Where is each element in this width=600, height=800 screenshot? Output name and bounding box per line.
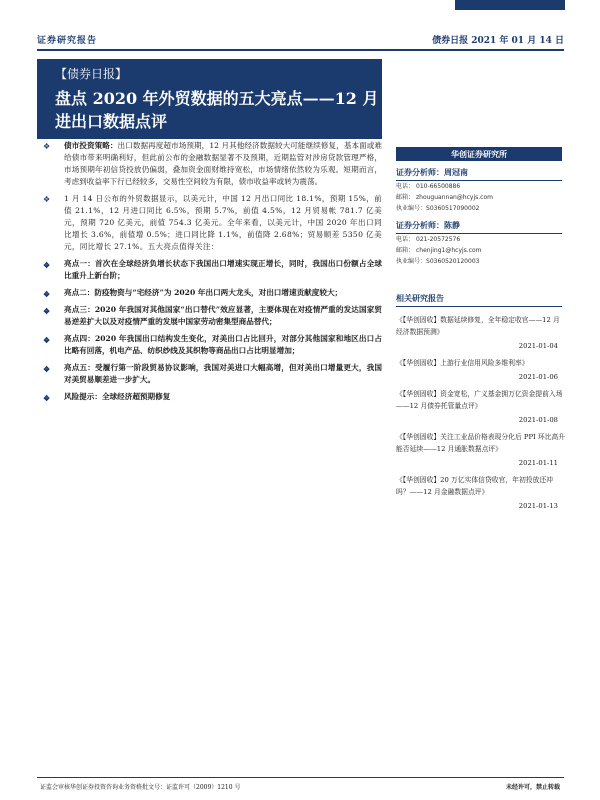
analyst-name: 证券分析师：陈静: [396, 220, 460, 230]
diamond-bullet-icon: ❖: [43, 306, 51, 316]
point-lead: 亮点三：: [64, 305, 95, 314]
analyst-email[interactable]: 邮箱： chenjing1@hcyjs.com: [396, 247, 482, 254]
related-report-link[interactable]: 《【华创固收】关注工业品价格表现分化后 PPI 环比高升能否延续——12 月通胀数据点评》: [396, 433, 566, 453]
analyst-cert: 执业编号：S0360517090002: [396, 205, 480, 212]
related-report-date: 2021-01-11: [518, 459, 558, 467]
sidebar: [396, 147, 566, 510]
analyst-block: [396, 167, 566, 214]
point-text: 出口数据再度超市场预期，12 月其他经济数据较大可能继续修复，基本面或难给债市带来明确利好，但此前公布的金融数据显著不及预期，近期监管对涉房贷款管理严格，市场预期年初信贷投放仍偏弱，叠加资金面财维持宽松，市场情绪依然较为乐观。短期而言，考虑到收益率下行已经较多，交易性空间较为有限，债市收益率或转为震荡。: [64, 141, 383, 186]
point-item: [37, 140, 382, 188]
diamond-bullet-icon: ❖: [43, 142, 51, 151]
point-item: [37, 287, 382, 299]
footer-divider: [37, 777, 564, 778]
report-date: 债券日报 2021 年 01 月 14 日: [432, 36, 564, 46]
diamond-bullet-icon: ❖: [43, 364, 51, 374]
point-lead: 风险提示：: [64, 392, 102, 401]
report-category: 证券研究报告: [37, 36, 98, 46]
header-tab-decoration: [455, 0, 565, 10]
license-note: 证监会审核华创证券投资咨询业务资格批文号：证监许可（2009）1210 号: [40, 784, 241, 791]
analyst-phone: 电话： 021-20572576: [396, 236, 461, 243]
point-lead: 债市投资策略：: [64, 141, 118, 150]
title-banner: [37, 59, 382, 139]
related-report-date: 2021-01-06: [518, 373, 558, 381]
related-reports-heading: 相关研究报告: [396, 293, 444, 303]
copyright-note: 未经许可，禁止转载: [505, 784, 560, 791]
related-report-date: 2021-01-13: [518, 502, 558, 510]
diamond-bullet-icon: ❖: [43, 195, 51, 204]
point-lead: 亮点四：: [64, 334, 95, 343]
related-report-link[interactable]: 《【华创固收】20 万亿实体信贷收官，年初投放还冲吗？——12 月金融数据点评》: [396, 476, 553, 496]
point-text: 2020 年我国对其他国家“出口替代”效应显著，主要体现在对疫情严重的发达国家贸易逆差扩大以及对疫情严重的发展中国家劳动密集型商品替代；: [64, 305, 383, 326]
analyst-block: [396, 220, 566, 267]
related-divider: [396, 306, 562, 307]
point-text: 受履行第一阶段贸易协议影响，我国对美进口大幅高增，但对美出口增量更大，我国对美贸易顺差进一步扩大。: [64, 363, 383, 384]
related-report-link[interactable]: 《【华创固收】资金宽松，广义基金拥万亿资金提前入场——12 月债券托管量点评》: [396, 390, 563, 410]
related-report-date: 2021-01-04: [518, 342, 558, 350]
point-lead: 亮点五：: [64, 363, 96, 372]
point-item: [37, 304, 382, 328]
related-report-link[interactable]: 《【华创固收】数据延续修复，全年稳定收官——12 月经济数据预测》: [396, 316, 560, 336]
point-text: 全球经济超预期修复: [101, 392, 171, 401]
analyst-name: 证券分析师：周冠南: [396, 167, 468, 177]
point-item: [37, 391, 382, 403]
point-item: [37, 258, 382, 282]
diamond-bullet-icon: ❖: [43, 335, 51, 345]
related-report-date: 2021-01-08: [518, 416, 558, 424]
point-item: [37, 193, 382, 253]
point-lead: 亮点一：: [64, 259, 96, 268]
report-type-tag: 【债券日报】: [55, 67, 128, 81]
analyst-cert: 执业编号：S0360520120003: [396, 258, 480, 265]
point-text: 防疫物资与“宅经济”为 2020 年出口两大龙头，对出口增速贡献度较大；: [94, 288, 343, 297]
related-report-link[interactable]: 《【华创固收】上游行业信用风险多维利率》: [396, 359, 529, 367]
institute-name: 华创证券研究所: [396, 147, 562, 161]
report-title: 盘点 2020 年外贸数据的五大亮点——12 月进出口数据点评: [55, 89, 379, 131]
analyst-phone: 电话： 010-66500886: [396, 183, 461, 190]
point-item: [37, 333, 382, 357]
point-text: 2020 年我国出口结构发生变化，对美出口占比回升，对部分其他国家和地区出口占比略有回落，机电产品、纺织纱线及其织物等商品出口占比明显增加；: [64, 334, 383, 355]
header-divider: [37, 49, 564, 51]
analyst-email[interactable]: 邮箱： zhouguannan@hcyjs.com: [396, 194, 493, 201]
point-lead: 亮点二：: [64, 288, 95, 297]
diamond-bullet-icon: ❖: [43, 393, 51, 403]
point-text: 1 月 14 日公布的外贸数据显示，以美元计，中国 12 月出口同比 18.1%，预期 15%，前值 21.1%，12 月进口同比 6.5%，预期 5.7%，前值 4.5%，12 月贸易帐 781.7 亿美元，预期 720 亿美元，前值 754.3 亿美元。全年来看，以美元计，中国 2020 年出口同比增长 3.6%，前值增 0.5%；进口同比降 1.1%，前值降 2.68%；贸易顺差 5350 亿美元，同比增长 27.1%。五大亮点值得关注：: [64, 194, 382, 251]
point-item: [37, 362, 382, 386]
diamond-bullet-icon: ❖: [43, 260, 51, 270]
diamond-bullet-icon: ❖: [43, 289, 51, 299]
point-text: 首次在全球经济负增长状态下我国出口增速实现正增长，同时，我国出口份额占全球比重升上新台阶；: [64, 259, 383, 280]
summary-points: [37, 140, 382, 408]
